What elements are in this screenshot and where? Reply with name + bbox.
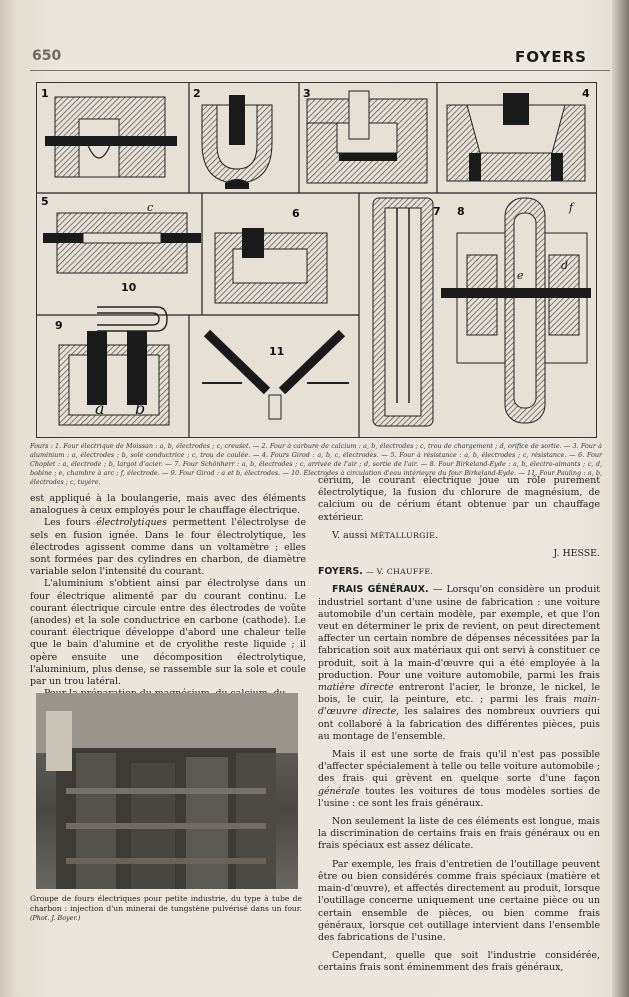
running-header: FOYERS xyxy=(515,48,587,66)
author-signature: J. HESSE. xyxy=(553,548,600,560)
paragraph: Cependant, quelle que soit l'industrie considérée, certains frais sont éminemment des frais généraux, xyxy=(318,950,600,974)
text-run: permettent l'électrolyse de sels en fusion ignée. Dans le four électrolytique, les électrodes agissent comme dans un voltamètre ; elles sont formées par des cylindres en charbon, de diamètre variable selon l'intensité du courant. xyxy=(30,517,306,578)
photo-credit: (Phot. J. Boyer.) xyxy=(30,914,81,923)
furnace-photograph xyxy=(36,693,298,889)
fig-number-1: 1 xyxy=(41,87,49,100)
text-run: entreront l'acier, le bronze, le nickel, le bois, le cuir, la peinture, etc. ; parmi les frais xyxy=(318,682,600,706)
fig-number-3: 3 xyxy=(303,87,311,100)
photo-caption xyxy=(30,894,302,924)
entry-foyers xyxy=(318,566,600,578)
cross-reference-link[interactable]: MÉTALLURGIE. xyxy=(370,530,438,540)
text-run: — Lorsqu'on considère un produit industriel sortant d'une usine de fabrication : une voiture automobile d'un certain modèle, par exemple, et que l'on veut en déterminer le prix de revient, on peut directement affecter un certain nombre de dépenses nécessitées par la fabrication soit aux matériaux qui ont servi à constituer ce produit, soit à la main-d'œuvre qui a été employée à la production. Pour une voiture automobile, parmi les frais xyxy=(318,584,600,681)
furnace-diagram-figure xyxy=(36,82,597,438)
fig-number-7: 7 xyxy=(433,205,441,218)
left-column xyxy=(30,493,306,700)
photo-illustration xyxy=(36,693,298,889)
fig-number-9: 9 xyxy=(55,319,63,332)
page-number: 650 xyxy=(32,48,62,64)
text-run: , les salaires des nombreux ouvriers qui ont collaboré à la fabrication des différentes pièces, puis au montage de l'ensemble. xyxy=(318,706,600,742)
emphasis: générale xyxy=(318,785,360,797)
fig-number-4: 4 xyxy=(582,87,590,100)
fig-letter-a: a xyxy=(95,399,105,418)
cross-reference-link[interactable]: — V. CHAUFFE. xyxy=(365,567,434,577)
text-run: toutes les voitures de tous modèles sorties de l'usine : ce sont les frais généraux. xyxy=(318,785,600,809)
figure-caption: Fours : 1. Four électrique de Moissan : a, b, électrodes ; c, creuset. — 2. Four à carbure de calcium : a, b, électrodes ; c, trou de chargement ; d, orifice de sortie. — 3. Four à aluminium : a, électrodes ; b, sole conductrice ; c, trou de coulée. — 4. Fours Girod : a, b, c, électrodes. — 5. Four à résistance : a, b, électrodes ; c, résistance. — 6. Four Choplet : a, électrode ; b, largot d'acier. — 7. Four Schönherr : a, b, électrodes ; c, arrivée de l'air ; d, sortie de l'air. — 8. Four Birkeland-Eyde : a, b, électro-aimants ; c, d, bobine ; e, chambre à arc ; f, électrode. — 9. Four Girod : a et b, électrodes. — 10. Électrodes à circulation d'eau intérieure du four Birkeland-Eyde. — 11. Four Pauling : a, b, électrodes ; c, tuyère. xyxy=(30,442,602,486)
fig-letter-d: d xyxy=(561,259,569,272)
text-run: V. aussi xyxy=(332,529,368,541)
emphasis: main-d'œuvre directe xyxy=(318,694,600,718)
emphasis: électrolytiques xyxy=(96,517,167,529)
fig-letter-b: b xyxy=(135,399,146,418)
paragraph: L'aluminium s'obtient ainsi par électrolyse dans un four électrique alimenté par du courant continu. Le courant électrique circule entre des électrodes de voûte (anodes) et la sole conductrice en carbone (cathode). Le courant électrique développe d'abord une chaleur telle que le bain d'alumine et de cryolithe reste liquide ; il opère ensuite une décomposition électrolytique, l'aluminium, plus dense, se rassemble sur la sole et coule par un trou latéral. xyxy=(30,578,306,688)
entry-heading: FRAIS GÉNÉRAUX. xyxy=(332,584,429,596)
entry-frais-generaux xyxy=(318,584,600,743)
fig-number-5: 5 xyxy=(41,195,49,208)
paragraph: Par exemple, les frais d'entretien de l'outillage peuvent être ou bien considérés comme frais spéciaux (matière et main-d'œuvre), et affectés directement au produit, lorsque l'outillage concerne uniquement une certaine pièce ou un certain ensemble de pièces, ou bien comme frais généraux, lorsque cet outillage intervient dans l'ensemble des fabrications de l'usine. xyxy=(318,858,600,943)
fig-number-10: 10 xyxy=(121,281,137,294)
fig-letter-e: e xyxy=(517,269,524,282)
fig-number-11: 11 xyxy=(269,345,285,358)
text-run: Les fours xyxy=(44,517,97,529)
fig-letter-f: f xyxy=(569,201,574,214)
paragraph xyxy=(30,517,306,578)
photo-caption-text: Groupe de fours électriques pour petite industrie, du type à tube de charbon : injection d'un minerai de tungstène pulvérisé dans un four. xyxy=(30,894,302,913)
figure-letter-labels xyxy=(37,83,596,437)
fig-number-6: 6 xyxy=(292,207,300,220)
paragraph xyxy=(318,749,600,810)
fig-letter-c: c xyxy=(147,201,154,214)
text-run: Mais il est une sorte de frais qu'il n'est pas possible d'affecter spécialement à telle ou telle voiture automobile ; des frais qui grèvent en quelque sorte d'une façon xyxy=(318,749,600,785)
entry-heading: FOYERS. xyxy=(318,566,363,578)
fig-number-8: 8 xyxy=(457,205,465,218)
paragraph: Non seulement la liste de ces éléments est longue, mais la discrimination de certains frais en frais généraux ou en frais spéciaux est assez délicate. xyxy=(318,816,600,852)
right-column xyxy=(318,475,600,981)
header-rule xyxy=(30,70,610,71)
fig-number-2: 2 xyxy=(193,87,201,100)
see-also-line xyxy=(318,530,600,542)
paragraph: est appliqué à la boulangerie, mais avec des éléments analogues à ceux employés pour le chauffage électrique. xyxy=(30,493,306,517)
paragraph: cérium, le courant électrique joue un rôle purement électrolytique, la fusion du chlorure de magnésium, de calcium ou de cérium étant obtenue par un chauffage extérieur. xyxy=(318,475,600,523)
emphasis: matière directe xyxy=(318,682,394,694)
page-gutter-shadow xyxy=(612,0,629,997)
